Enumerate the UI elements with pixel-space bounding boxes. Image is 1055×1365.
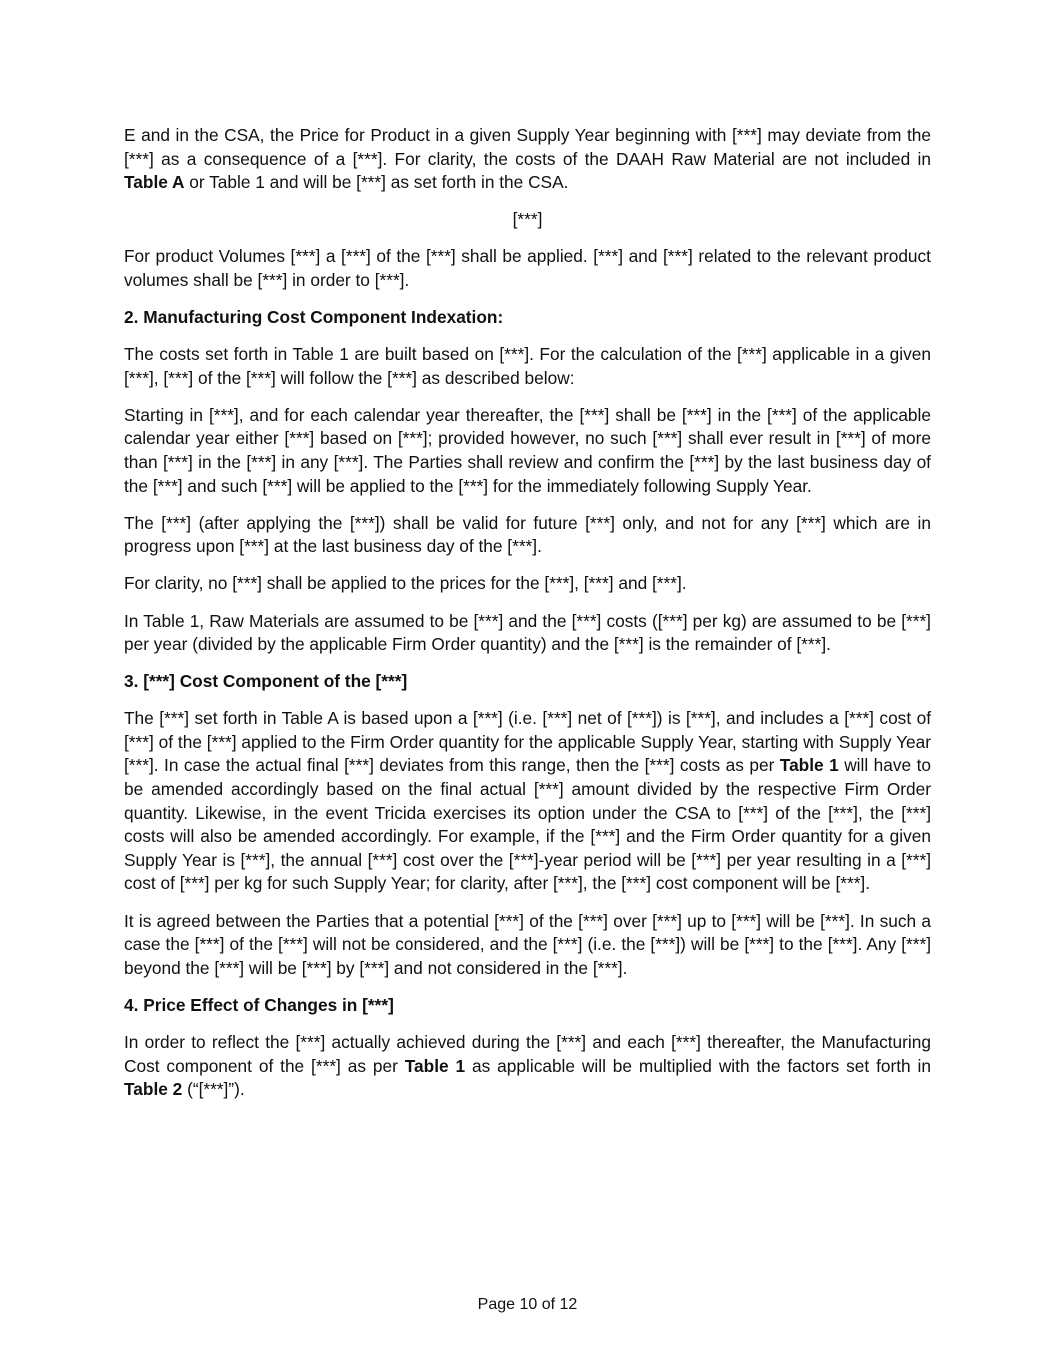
- section-4-text-1: In order to reflect the [***] actually achieved during the [***] and each [***] thereafter, the Manufacturing Cost component of the [***] as per: [124, 1031, 931, 1076]
- section-3-text-2: will have to be amended accordingly based on the final actual [***] amount divided by the respective Firm Order quantity. Likewise, in the event Tricida exercises its option under the CSA to [***] of the [***], the [***] costs will also be amended accordingly. For example, if the [***] and the Firm Order quantity for a given Supply Year is [***], the annual [***] cost over the [***]-year period will be [***] per year resulting in a [***] cost of [***] per kg for such Supply Year; for clarity, after [***], the [***] cost component will be [***].: [124, 755, 932, 894]
- section-2-heading: 2. Manufacturing Cost Component Indexation:: [124, 307, 504, 328]
- section-2-paragraph-4: For clarity, no [***] shall be applied to the prices for the [***], [***] and [***].: [124, 573, 687, 594]
- section-2-paragraph-5: In Table 1, Raw Materials are assumed to be [***] and the [***] costs ([***] per kg) are assumed to be [***] per year (divided by the applicable Firm Order quantity) and the [***] is the remainder of [***].: [124, 610, 931, 655]
- table-a-ref: Table A: [124, 172, 185, 193]
- section-2-paragraph-3: The [***] (after applying the [***]) shall be valid for future [***] only, and not for any [***] which are in progress upon [***] at the last business day of the [***].: [124, 512, 931, 557]
- table-1-ref: Table 1: [779, 755, 839, 776]
- table-1-ref: Table 1: [404, 1055, 466, 1076]
- document-page: [124, 124, 931, 1115]
- section-3-paragraph-1: [124, 707, 931, 896]
- section-3-text-1: The [***] set forth in Table A is based upon a [***] (i.e. [***] net of [***]) is [***], and includes a [***] cost of [***] of the [***] applied to the Firm Order quantity for the applicable Supply Year, starting with Supply Year [***]. In case the actual final [***] deviates from this range, then the [***] costs as per: [124, 708, 931, 776]
- section-2-paragraph-2: Starting in [***], and for each calendar year thereafter, the [***] shall be [***] in the [***] of the applicable calendar year either [***] based on [***]; provided however, no such [***] shall ever result in [***] of more than [***] in the [***] in any [***]. The Parties shall review and confirm the [***] by the last business day of the [***] and such [***] will be applied to the [***] for the immediately following Supply Year.: [124, 404, 931, 496]
- page-number-footer: Page 10 of 12: [477, 1296, 578, 1313]
- volumes-paragraph: For product Volumes [***] a [***] of the [***] shall be applied. [***] and [***] related to the relevant product volumes shall be [***] in order to [***].: [124, 246, 931, 290]
- section-3-paragraph-2: It is agreed between the Parties that a potential [***] of the [***] over [***] up to [***] will be [***]. In such a case the [***] of the [***] will not be considered, and the [***] (i.e. the [***]) will be [***] to the [***]. Any [***] beyond the [***] will be [***] by [***] and not considered in the [***].: [124, 910, 931, 978]
- section-4-text-3: (“[***]”).: [182, 1079, 245, 1100]
- section-2-paragraph-1: The costs set forth in Table 1 are built based on [***]. For the calculation of the [***] applicable in a given [***], [***] of the [***] will follow the [***] as described below:: [124, 344, 931, 388]
- intro-text-2: or Table 1 and will be [***] as set forth in the CSA.: [184, 172, 569, 193]
- section-4-paragraph-1: [124, 1031, 931, 1102]
- section-4-text-2: as applicable will be multiplied with the factors set forth in: [465, 1055, 932, 1076]
- intro-text-1: E and in the CSA, the Price for Product in a given Supply Year beginning with [***] may deviate from the [***] as a consequence of a [***]. For clarity, the costs of the DAAH Raw Material are not included in: [124, 125, 931, 169]
- redacted-centered-line: [***]: [512, 209, 543, 230]
- section-4-heading: 4. Price Effect of Changes in [***]: [124, 994, 394, 1015]
- section-3-heading: 3. [***] Cost Component of the [***]: [124, 671, 408, 692]
- intro-paragraph: [124, 124, 931, 195]
- table-2-ref: Table 2: [124, 1079, 183, 1100]
